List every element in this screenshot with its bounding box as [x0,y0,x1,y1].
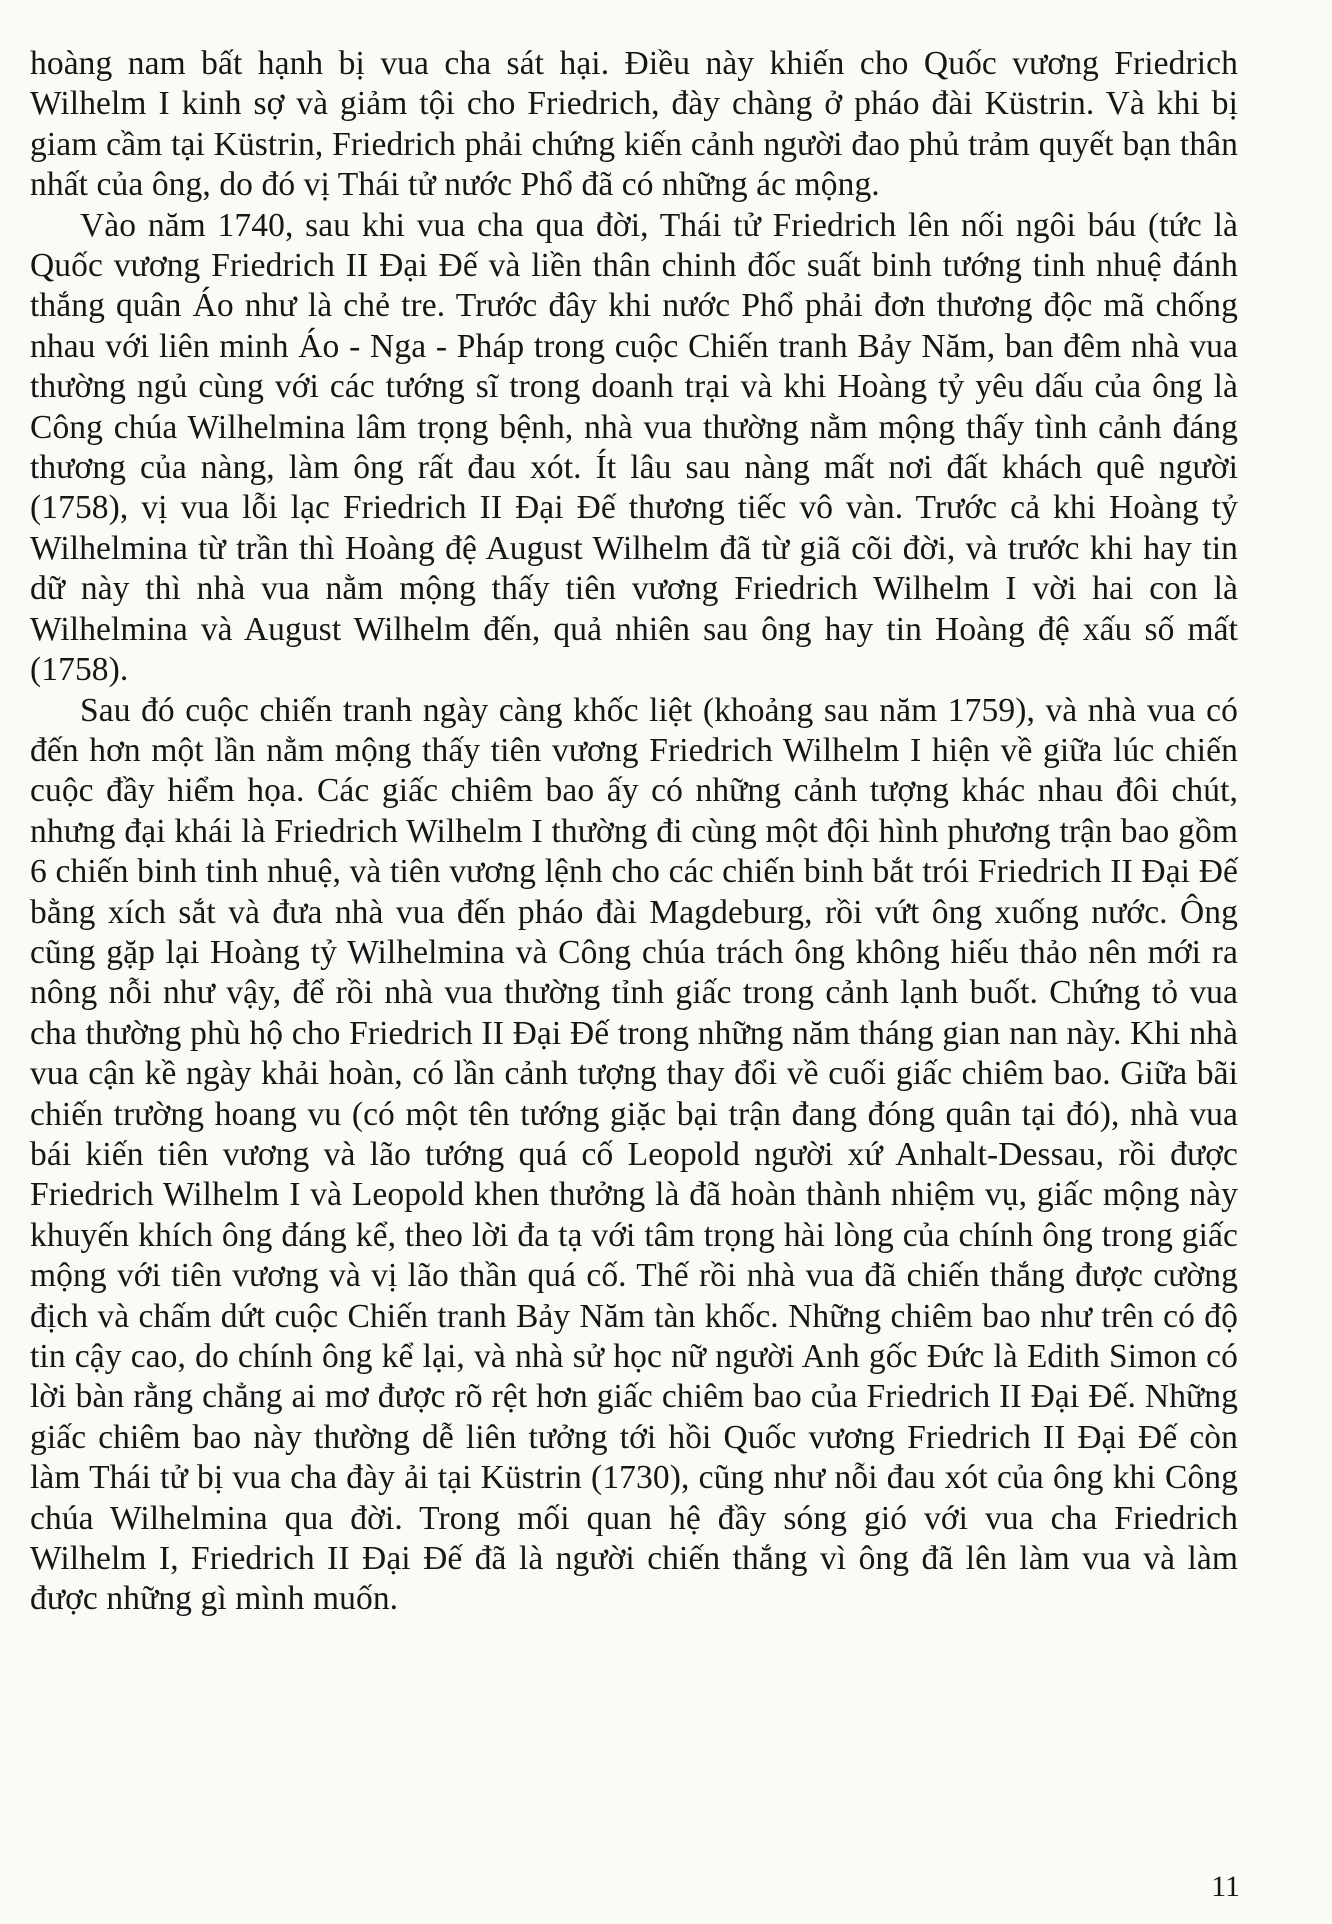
page-number: 11 [1211,1870,1240,1903]
paragraph-3: Sau đó cuộc chiến tranh ngày càng khốc liệt (khoảng sau năm 1759), và nhà vua có đến hơn một lần nằm mộng thấy tiên vương Friedrich Wilhelm I hiện về giữa lúc chiến cuộc đầy hiểm họa. Các giấc chiêm bao ấy có những cảnh tượng khác nhau đôi chút, nhưng đại khái là Friedrich Wilhelm I thường đi cùng một đội hình phương trận bao gồm 6 chiến binh tinh nhuệ, và tiên vương lệnh cho các chiến binh bắt trói Friedrich II Đại Đế bằng xích sắt và đưa nhà vua đến pháo đài Magdeburg, rồi vứt ông xuống nước. Ông cũng gặp lại Hoàng tỷ Wilhelmina và Công chúa trách ông không hiếu thảo nên mới ra nông nỗi như vậy, để rồi nhà vua thường tỉnh giấc trong cảnh lạnh buốt. Chứng tỏ vua cha thường phù hộ cho Friedrich II Đại Đế trong những năm tháng gian nan này. Khi nhà vua cận kề ngày khải hoàn, có lần cảnh tượng thay đổi về cuối giấc chiêm bao. Giữa bãi chiến trường hoang vu (có một tên tướng giặc bại trận đang đóng quân tại đó), nhà vua bái kiến tiên vương và lão tướng quá cố Leopold người xứ Anhalt-Dessau, rồi được Friedrich Wilhelm I và Leopold khen thưởng là đã hoàn thành nhiệm vụ, giấc mộng này khuyến khích ông đáng kể, theo lời đa tạ với tâm trọng hài lòng của chính ông trong giấc mộng với tiên vương và vị lão thần quá cố. Thế rồi nhà vua đã chiến thắng được cường địch và chấm dứt cuộc Chiến tranh Bảy Năm tàn khốc. Những chiêm bao như trên có độ tin cậy cao, do chính ông kể lại, và nhà sử học nữ người Anh gốc Đức là Edith Simon có lời bàn rằng chẳng ai mơ được rõ rệt hơn giấc chiêm bao của Friedrich II Đại Đế. Những giấc chiêm bao này thường dễ liên tưởng tới hồi Quốc vương Friedrich II Đại Đế còn làm Thái tử bị vua cha đày ải tại Küstrin (1730), cũng như nỗi đau xót của ông khi Công chúa Wilhelmina qua đời. Trong mối quan hệ đầy sóng gió với vua cha Friedrich Wilhelm I, Friedrich II Đại Đế đã là người chiến thắng vì ông đã lên làm vua và làm được những gì mình muốn. [30,691,1238,1618]
paragraph-2: Vào năm 1740, sau khi vua cha qua đời, Thái tử Friedrich lên nối ngôi báu (tức là Quốc vương Friedrich II Đại Đế và liền thân chinh đốc suất binh tướng tinh nhuệ đánh thắng quân Áo như là chẻ tre. Trước đây khi nước Phổ phải đơn thương độc mã chống nhau với liên minh Áo - Nga - Pháp trong cuộc Chiến tranh Bảy Năm, ban đêm nhà vua thường ngủ cùng với các tướng sĩ trong doanh trại và khi Hoàng tỷ yêu dấu của ông là Công chúa Wilhelmina lâm trọng bệnh, nhà vua thường nằm mộng thấy tình cảnh đáng thương của nàng, làm ông rất đau xót. Ít lâu sau nàng mất nơi đất khách quê người (1758), vị vua lỗi lạc Friedrich II Đại Đế thương tiếc vô vàn. Trước cả khi Hoàng tỷ Wilhelmina từ trần thì Hoàng đệ August Wilhelm đã từ giã cõi đời, và trước khi hay tin dữ này thì nhà vua nằm mộng thấy tiên vương Friedrich Wilhelm I vời hai con là Wilhelmina và August Wilhelm đến, quả nhiên sau ông hay tin Hoàng đệ xấu số mất (1758). [30,206,1238,689]
body-text [30,44,1238,1620]
paragraph-1: hoàng nam bất hạnh bị vua cha sát hại. Điều này khiến cho Quốc vương Friedrich Wilhelm I kinh sợ và giảm tội cho Friedrich, đày chàng ở pháo đài Küstrin. Và khi bị giam cầm tại Küstrin, Friedrich phải chứng kiến cảnh người đao phủ trảm quyết bạn thân nhất của ông, do đó vị Thái tử nước Phổ đã có những ác mộng. [30,45,1238,204]
